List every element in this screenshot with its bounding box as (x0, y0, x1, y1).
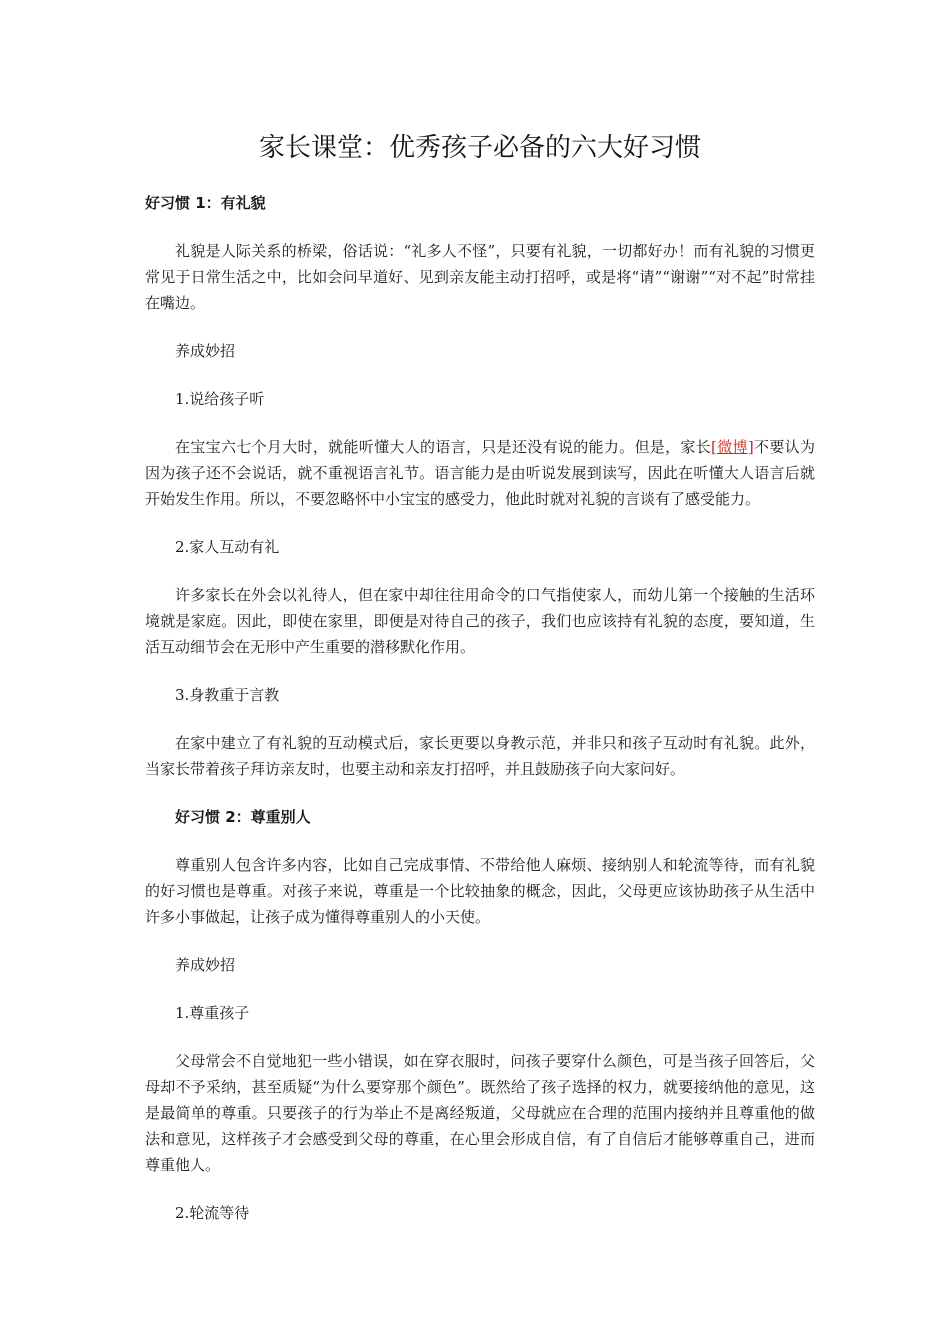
habit1-heading: 好习惯 1：有礼貌 (145, 194, 266, 212)
habit1-tip3-text: 在家中建立了有礼貌的互动模式后，家长更要以身教示范，并非只和孩子互动时有礼貌。此外，当家长带着孩子拜访亲友时，也要主动和亲友打招呼，并且鼓励孩子向大家问好。 (145, 734, 815, 778)
habit2-tip1-text: 父母常会不自觉地犯一些小错误，如在穿衣服时，问孩子要穿什么颜色，可是当孩子回答后，父母却不予采纳，甚至质疑“为什么要穿那个颜色”。既然给了孩子选择的权力，就要接纳他的意见，这是最简单的尊重。只要孩子的行为举止不是离经叛道，父母就应在合理的范围内接纳并且尊重他的做法和意见，这样孩子才会感受到父母的尊重，在心里会形成自信，有了自信后才能够尊重自己，进而尊重他人。 (145, 1052, 815, 1174)
habit2-tips-label: 养成妙招 (175, 956, 236, 974)
habit1-tips-label: 养成妙招 (175, 342, 236, 360)
document-page (145, 128, 815, 1248)
habit1-tip3-title: 3.身教重于言教 (175, 686, 280, 704)
habit1-tip2-title: 2.家人互动有礼 (175, 538, 280, 556)
weibo-link[interactable]: [微博] (711, 438, 754, 456)
habit2-heading: 好习惯 2：尊重别人 (175, 808, 311, 826)
habit1-tip1-title: 1.说给孩子听 (175, 390, 265, 408)
habit1-tip1-text-after: 不要认为因为孩子还不会说话，就不重视语言礼节。语言能力是由听说发展到读写，因此在听懂大人语言后就开始发生作用。所以，不要忽略怀中小宝宝的感受力，他此时就对礼貌的言谈有了感受能力。 (145, 438, 815, 508)
habit1-intro: 礼貌是人际关系的桥梁，俗话说：“礼多人不怪”，只要有礼貌，一切都好办！而有礼貌的习惯更常见于日常生活之中，比如会问早道好、见到亲友能主动打招呼，或是将“请”“谢谢”“对不起”时常挂在嘴边。 (145, 242, 815, 312)
page-title: 家长课堂：优秀孩子必备的六大好习惯 (258, 133, 701, 163)
habit1-tip1-text-before: 在宝宝六七个月大时，就能听懂大人的语言，只是还没有说的能力。但是，家长 (175, 438, 712, 456)
habit2-tip2-title: 2.轮流等待 (175, 1204, 250, 1222)
habit2-intro: 尊重别人包含许多内容，比如自己完成事情、不带给他人麻烦、接纳别人和轮流等待，而有礼貌的好习惯也是尊重。对孩子来说，尊重是一个比较抽象的概念，因此，父母更应该协助孩子从生活中许多小事做起，让孩子成为懂得尊重别人的小天使。 (145, 856, 815, 926)
habit1-tip2-text: 许多家长在外会以礼待人，但在家中却往往用命令的口气指使家人，而幼儿第一个接触的生活环境就是家庭。因此，即使在家里，即便是对待自己的孩子，我们也应该持有礼貌的态度，要知道，生活互动细节会在无形中产生重要的潜移默化作用。 (145, 586, 815, 656)
habit2-tip1-title: 1.尊重孩子 (175, 1004, 250, 1022)
habit1-tip1-text (145, 434, 815, 512)
